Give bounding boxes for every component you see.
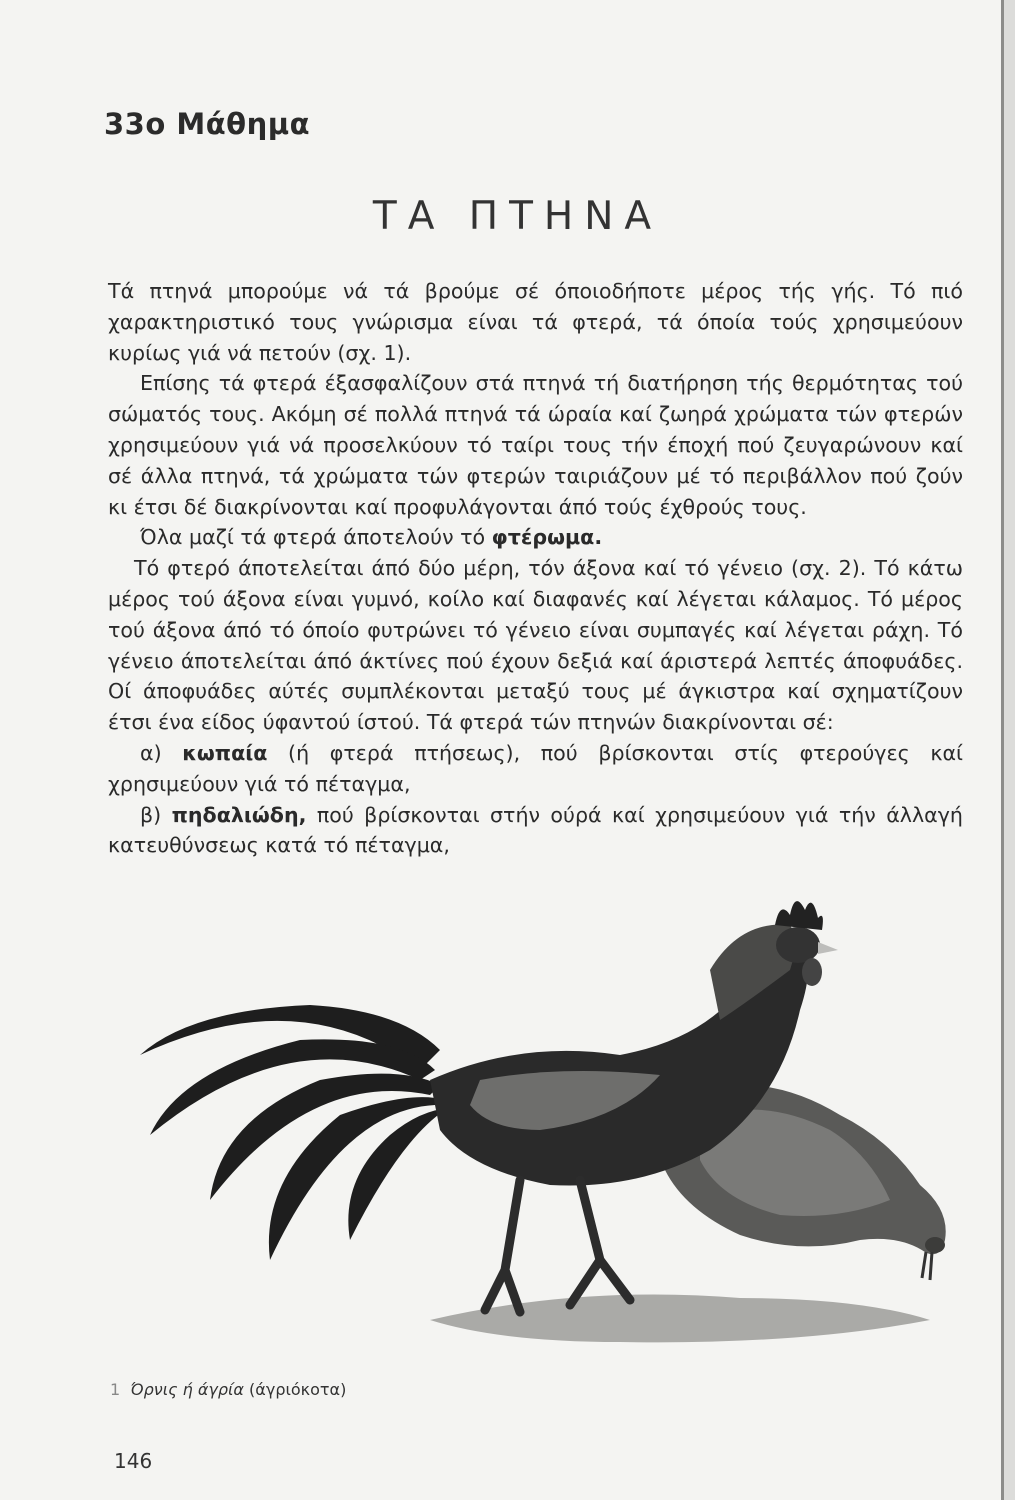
rooster-wattle — [802, 958, 822, 986]
rooster-tail — [140, 1005, 450, 1260]
rooster-beak — [818, 942, 838, 954]
term-flight-feathers: κωπαία — [182, 740, 268, 765]
list-item-b — [108, 800, 963, 862]
list-item-a-text: (ή φτερά πτήσεως), πού βρίσκονται στίς φτερούγες καί χρησιμεύουν γιά τό πέταγμα, — [108, 740, 964, 796]
rooster-leg-left — [485, 1180, 520, 1312]
list-item-b-prefix: β) — [140, 802, 172, 827]
page-number: 146 — [114, 1449, 153, 1473]
paragraph-1: Τά πτηνά μπορούμε νά τά βρούμε σέ όποιοδήποτε μέρος τής γής. Τό πιό χαρακτηριστικό τους γνώρισμα είναι τά φτερά, τά όποία τούς χρησιμεύουν κυρίως γιά νά πετούν (σχ. 1). — [108, 279, 963, 365]
figure-caption — [110, 1380, 346, 1399]
paragraph-4: Τό φτερό άποτελείται άπό δύο μέρη, τόν άξονα καί τό γένειο (σχ. 2). Τό κάτω μέρος τού άξονα είναι γυμνό, κοίλο καί διαφανές καί λέγεται κάλαμος. Τό μέρος τού άξονα άπό τό όποίο φυτρώνει τό γένειο είναι συμπαγές καί λέγεται ράχη. Τό γένειο άποτελείται άπό άκτίνες πού έχουν δεξιά καί άριστερά λεπτές άποφυάδες. Οί άποφυάδες αύτές συμπλέκονται μεταξύ τους μέ άγκιστρα καί σχηματίζουν έτσι ένα είδος ύφαντού ίστού. Τά φτερά τών πτηνών διακρίνονται σέ: — [108, 556, 963, 735]
rooster-comb — [775, 901, 823, 930]
list-item-b-text: πού βρίσκονται στήν ούρά καί χρησιμεύουν γιά τήν άλλαγή κατευθύνσεως κατά τό πέταγμα, — [108, 802, 963, 858]
rooster-hen-illustration — [100, 880, 960, 1350]
caption-italic: Όρνις ή άγρία — [130, 1380, 244, 1399]
caption-text: (άγριόκοτα) — [243, 1380, 347, 1399]
paragraph-3-text: Όλα μαζί τά φτερά άποτελούν τό — [140, 525, 492, 550]
list-item-a — [108, 738, 963, 800]
list-item-a-prefix: α) — [140, 740, 183, 765]
figure-number: 1 — [110, 1380, 121, 1399]
rooster-leg-right — [570, 1180, 630, 1305]
page-title: ΤΑ ΠΤΗΝΑ — [372, 194, 663, 239]
lesson-number: 33ο Μάθημα — [104, 107, 310, 141]
paragraph-3 — [108, 522, 963, 553]
rooster-head — [776, 927, 820, 963]
term-plumage: φτέρωμα. — [491, 525, 603, 550]
term-tail-feathers: πηδαλιώδη, — [171, 802, 307, 827]
ground-shadow — [430, 1294, 930, 1342]
paragraph-2: Επίσης τά φτερά έξασφαλίζουν στά πτηνά τή διατήρηση τής θερμότητας τού σώματός τους. Ακόμη σέ πολλά πτηνά τά ώραία καί ζωηρά χρώματα τών φτερών χρησιμεύουν γιά νά προσελκύουν τό ταίρι τους τήν έποχή πού ζευγαρώνουν καί σέ άλλα πτηνά, τά χρώματα τών φτερών ταιριάζουν μέ τό περιβάλλον πού ζούν κι έτσι δέ διακρίνονται καί προφυλάγονται άπό τούς έχθρούς τους. — [108, 371, 963, 519]
body-text — [108, 276, 963, 861]
